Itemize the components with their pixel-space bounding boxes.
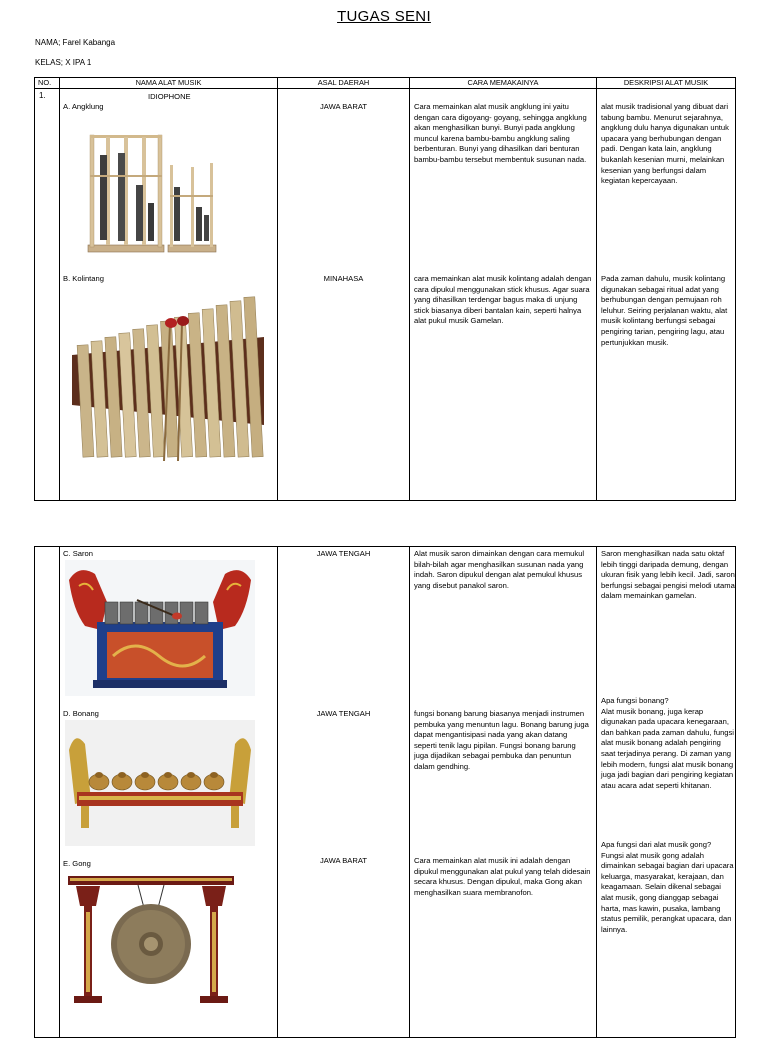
description-angklung: alat musik tradisional yang dibuat dari tabung bambu. Menurut sejarahnya, angklung dulu hanya digunakan untuk upacara yang berhubungan dengan padi. Dengan kata lain, angklung bukanlah kesenian murni, melainkan kesenian yang berfungsi dalam kegiatan kepercayaan. [601,102,729,186]
angklung-image [78,115,218,260]
header-no: NO. [35,78,60,89]
description-gong: Apa fungsi dari alat musik gong? Fungsi alat musik gong adalah dimainkan sebagai bagian dari upacara keluarga, masyarakat, kerajaan, dan keagamaan. Selain dikenal sebagai alat musik, gong dianggap sebagai harta, mas kawin, pusaka, lambang status pemilik, perangkat upacara, dan lainnya. [601,840,734,934]
bonang-image [65,720,255,846]
table-header-row [35,78,736,89]
description-saron: Saron menghasilkan nada satu oktaf lebih tinggi daripada demung, dengan ukuran fisik yang lebih kecil. Jadi, saron berfungsi sebagai pengisi melodi utama dalam memainkan gamelan. [601,549,735,601]
usage-angklung: Cara memainkan alat musik angklung ini yaitu dengan cara digoyang- goyang, sehingga angklung akan menghasilkan bunyi. Bunyi pada angklung muncul karena bambu-bambu angklung saling berbenturan. Bunyi yang dihasilkan dari benturan bambu-bambu tersebut membentuk susunan nada. [414,102,587,164]
header-instrument-name: NAMA ALAT MUSIK [60,78,278,89]
usage-gong: Cara memainkan alat musik ini adalah dengan dipukul menggunakan alat pukul yang telah didesain secara khusus. Dengan dipukul, maka Gong akan menghasilkan suara membranofon. [414,856,591,897]
usage-kolintang: cara memainkan alat musik kolintang adalah dengan cara dipukul menggunakan stick khusus. Agar suara yang dihasilkan terdengar bagus maka di unjung stick biasanya diberi bantalan kain, seperti halnya alat pukul musik Gamelan. [414,274,592,326]
student-class: KELAS; X IPA 1 [35,58,92,67]
saron-image [65,560,255,696]
instrument-label-angklung: A. Angklung [63,102,104,111]
usage-saron: Alat musik saron dimainkan dengan cara memukul bilah-bilah agar menghasilkan susunan nada yang indah. Saron dipukul dengan alat pemukul khusus yang disebut panakol saron. [414,549,585,590]
category-label: IDIOPHONE [148,92,191,101]
gong-image [66,872,236,1008]
region-bonang: JAWA TENGAH [316,709,371,718]
description-kolintang: Pada zaman dahulu, musik kolintang digunakan sebagai ritual adat yang berhubungan dengan pemujaan roh leluhur. Seiring perjalanan waktu, alat musik kolintang berfungsi sebagai pengiring tarian, pengiring lagu, atau pertunjukkan musik. [601,274,728,347]
header-usage: CARA MEMAKAINYA [410,78,597,89]
header-region: ASAL DAERAH [278,78,410,89]
student-name: NAMA; Farel Kabanga [35,38,116,47]
description-bonang: Apa fungsi bonang? Alat musik bonang, juga kerap digunakan pada upacara kenegaraan, dan bahkan pada zaman dahulu, fungsi alat musik bonang adalah pengiring saat terjadinya perang. Di zaman yang lebih modern, fungsi alat musik bonang juga jadi bagian dari pengiring kegiatan atau acara adat seperti khitanan. [601,696,734,790]
table-row [35,547,736,1038]
region-kolintang: MINAHASA [323,274,364,283]
instrument-label-bonang: D. Bonang [63,709,99,718]
row-number: 1. [39,91,46,100]
table-row [35,89,736,501]
kolintang-image [66,285,268,475]
document-title: TUGAS SENI [337,8,431,25]
region-gong: JAWA BARAT [320,856,367,865]
header-description: DESKRIPSI ALAT MUSIK [597,78,736,89]
usage-bonang: fungsi bonang barung biasanya menjadi instrumen pembuka yang menuntun lagu. Bonang barung juga dapat mengantisipasi nada yang akan datang seperti tenik lagu pipilan. Fungsi bonang barung juga dijadikan sebagai pembuka dan penuntun dalam gendhing. [414,709,589,771]
instrument-table-page-2 [34,546,736,1038]
instrument-label-saron: C. Saron [63,549,93,558]
instrument-label-kolintang: B. Kolintang [63,274,104,283]
instrument-label-gong: E. Gong [63,859,91,868]
region-angklung: JAWA BARAT [320,102,367,111]
region-saron: JAWA TENGAH [316,549,371,558]
instrument-table-page-1 [34,77,736,501]
